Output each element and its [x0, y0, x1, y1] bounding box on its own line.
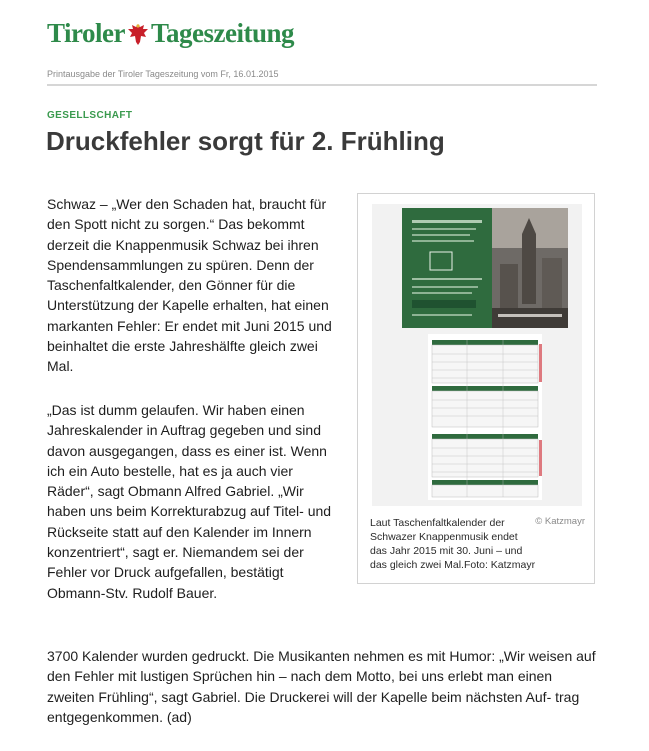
- article-paragraph: Schwaz – „Wer den Schaden hat, braucht für den Spott nicht zu sorgen.“ Das bekommt derzeit die Knappenmusik Schwaz bei ihren Spendensammlungen zu spüren. Denn der Taschenfaltkalender, den Gönner für die Unterstützung der Kapelle erhalten, hat einen markanten Fehler: Er endet mit Juni 2015 und beinhaltet die erste Jahreshälfte gleich zwei Mal.: [47, 196, 332, 375]
- article-headline: Druckfehler sorgt für 2. Frühling: [46, 126, 445, 156]
- masthead-right-word: Tageszeitung: [151, 18, 295, 48]
- photo-credit: © Katzmayr: [535, 516, 585, 527]
- article-paragraph: 3700 Kalender wurden gedruckt. Die Musikanten nehmen es mit Humor: „Wir weisen auf den Fehler mit lustigen Sprüchen hin – nach dem Motto, bei uns erlebt man einen zweiten Frühling“, sagt Gabriel. Die Druckerei will der Kapelle beim nächsten Auf- trag entgegenkommen. (ad): [47, 648, 596, 725]
- masthead[interactable]: [47, 20, 294, 47]
- article-figure: [357, 193, 595, 584]
- figure-caption: Laut Taschenfaltkalender der Schwazer Knappenmusik endet das Jahr 2015 mit 30. Juni – und das gleich zwei Mal.Foto: Katzmayr: [370, 517, 536, 571]
- article-paragraph: „Das ist dumm gelaufen. Wir haben einen Jahreskalender in Auftrag gegeben und sind davon ausgegangen, dass es einer ist. Wenn ich ein Auto bestelle, hat es ja auch vier Räder“, sagt Obmann Alfred Gabriel. „Wir haben uns beim Korrekturabzug auf Titel- und Rückseite statt auf den Kalender im Innern konzentriert“, sagt er. Niemandem sei der Fehler vor Druck aufgefallen, bestätigt Obmann-Stv. Rudolf Bauer.: [47, 402, 332, 601]
- eagle-icon: [127, 22, 149, 46]
- edition-line: Printausgabe der Tiroler Tageszeitung vom Fr, 16.01.2015: [47, 69, 279, 79]
- calendar-photo[interactable]: [372, 204, 582, 506]
- section-label[interactable]: GESELLSCHAFT: [47, 110, 133, 121]
- header-divider: [47, 84, 597, 86]
- masthead-left-word: Tiroler: [47, 18, 125, 48]
